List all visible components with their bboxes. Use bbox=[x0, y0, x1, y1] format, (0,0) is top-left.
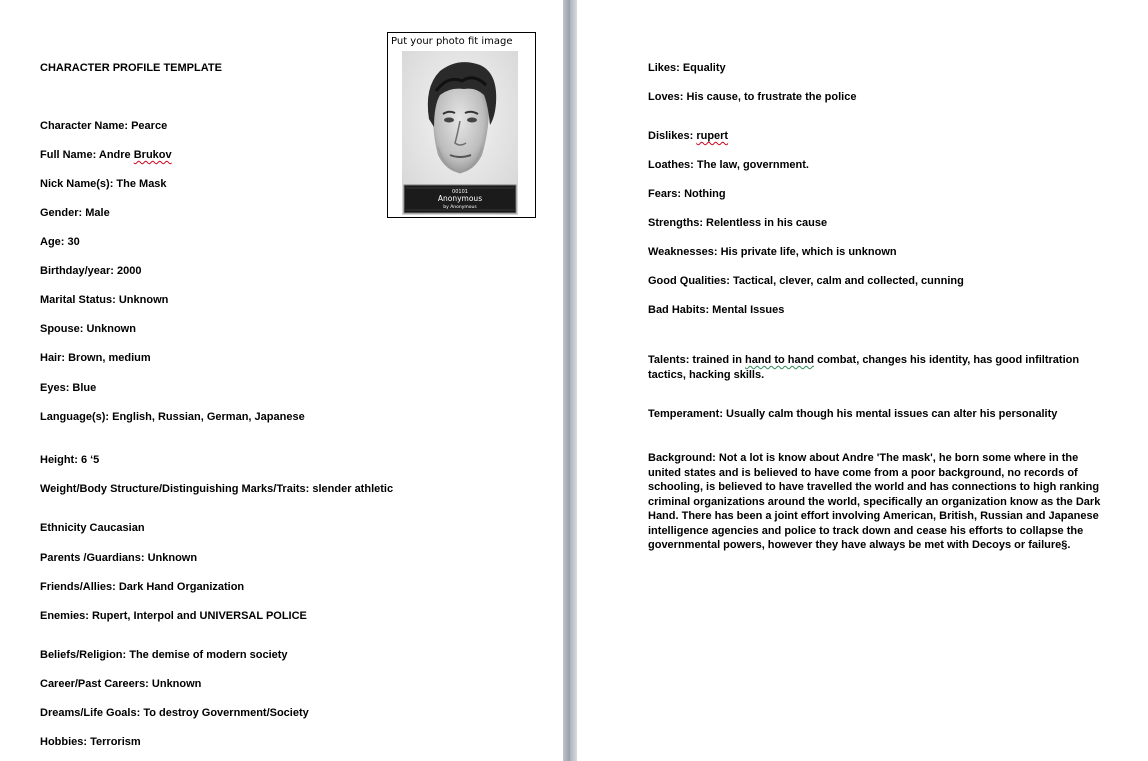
friends-field: Friends/Allies: Dark Hand Organization bbox=[40, 581, 245, 593]
photo-caption: Put your photo fit image bbox=[391, 36, 513, 47]
spouse-field: Spouse: Unknown bbox=[40, 323, 136, 335]
languages-field: Language(s): English, Russian, German, Japanese bbox=[40, 411, 305, 423]
temperament-field: Temperament: Usually calm though his mental issues can alter his personality bbox=[648, 408, 1058, 420]
marital-status-field: Marital Status: Unknown bbox=[40, 294, 169, 306]
dislikes-label: Dislikes: bbox=[648, 130, 697, 142]
dislikes-value: rupert bbox=[696, 130, 729, 142]
talents-grammar-mark: hand to hand bbox=[744, 354, 815, 366]
page-title: CHARACTER PROFILE TEMPLATE bbox=[40, 62, 222, 74]
character-name-field: Character Name: Pearce bbox=[40, 120, 168, 132]
fears-field: Fears: Nothing bbox=[648, 188, 726, 200]
document-page-right bbox=[577, 0, 1148, 761]
plaque-name: Anonymous bbox=[437, 194, 483, 203]
enemies-field: Enemies: Rupert, Interpol and UNIVERSAL POLICE bbox=[40, 610, 307, 622]
nick-name-field: Nick Name(s): The Mask bbox=[40, 178, 167, 190]
hair-field: Hair: Brown, medium bbox=[40, 352, 151, 364]
loathes-field: Loathes: The law, government. bbox=[648, 159, 809, 171]
loves-field: Loves: His cause, to frustrate the police bbox=[648, 91, 857, 103]
career-field: Career/Past Careers: Unknown bbox=[40, 678, 202, 690]
full-name-field bbox=[40, 148, 172, 163]
birthday-field: Birthday/year: 2000 bbox=[40, 265, 142, 277]
talents-text: combat, changes his identity, has good infiltration tactics, hacking skills. bbox=[648, 354, 1080, 381]
name-plaque bbox=[404, 185, 516, 213]
dislikes-field bbox=[648, 129, 728, 144]
hobbies-field: Hobbies: Terrorism bbox=[40, 736, 141, 748]
strengths-field: Strengths: Relentless in his cause bbox=[648, 217, 828, 229]
background-field: Background: Not a lot is know about Andre 'The mask', he born some where in the united states and is believed to have come from a poor background, no records of schooling, is believed to have travelled the world and has connections to high ranking criminal organizations around the world, specifically an organization know as the Dark Hand. There has been a joint effort involving American, British, Russian and Japanese intelligence agencies and police to track down and cease his efforts to collapse the governmental powers, however they have always be met with Decoys or failure§. bbox=[648, 452, 1101, 551]
photofit-image bbox=[402, 51, 518, 215]
photo-frame[interactable] bbox=[387, 32, 536, 218]
likes-field: Likes: Equality bbox=[648, 62, 726, 74]
bad-habits-field: Bad Habits: Mental Issues bbox=[648, 304, 785, 316]
height-field: Height: 6 ‘5 bbox=[40, 454, 100, 466]
dreams-field: Dreams/Life Goals: To destroy Government/Society bbox=[40, 707, 309, 719]
full-name-label: Full Name: Andre bbox=[40, 149, 134, 161]
weight-field: Weight/Body Structure/Distinguishing Marks/Traits: slender athletic bbox=[40, 483, 394, 495]
full-name-surname: Brukov bbox=[133, 149, 172, 161]
gender-field: Gender: Male bbox=[40, 207, 110, 219]
talents-field bbox=[648, 353, 1098, 382]
eyes-field: Eyes: Blue bbox=[40, 382, 97, 394]
plaque-subtitle: by Anonymous bbox=[443, 205, 477, 210]
beliefs-field: Beliefs/Religion: The demise of modern society bbox=[40, 649, 288, 661]
ethnicity-field: Ethnicity Caucasian bbox=[40, 522, 145, 534]
parents-field: Parents /Guardians: Unknown bbox=[40, 552, 198, 564]
document-page-left bbox=[0, 0, 563, 761]
good-qualities-field: Good Qualities: Tactical, clever, calm and collected, cunning bbox=[648, 275, 964, 287]
page-gutter bbox=[563, 0, 577, 761]
weaknesses-field: Weaknesses: His private life, which is unknown bbox=[648, 246, 897, 258]
age-field: Age: 30 bbox=[40, 236, 80, 248]
talents-label: Talents: trained in bbox=[648, 354, 745, 366]
plaque-number: 00101 bbox=[452, 189, 468, 195]
